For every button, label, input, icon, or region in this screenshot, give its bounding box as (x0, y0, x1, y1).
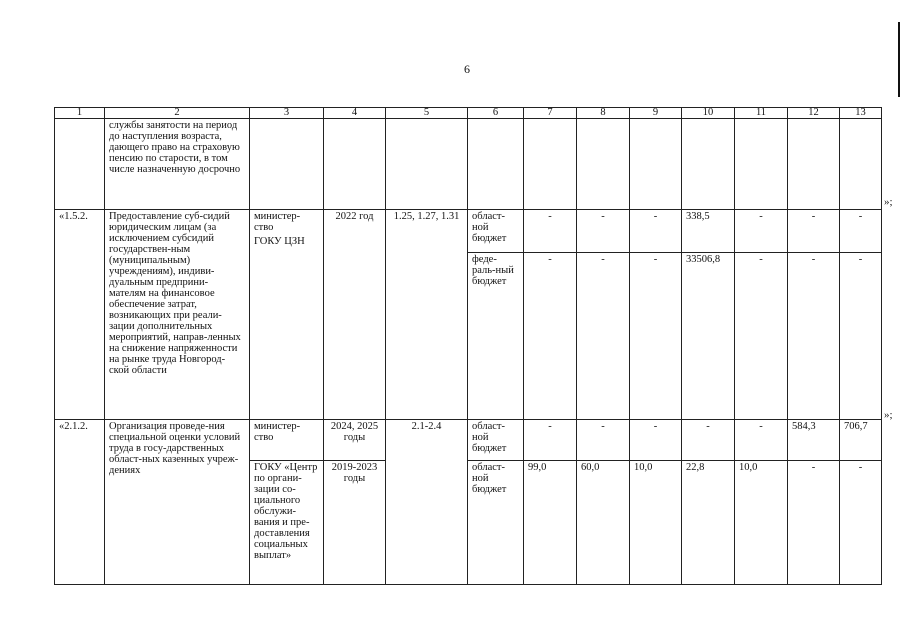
term-cell: 2022 год (324, 210, 386, 420)
value-cell: 10,0 (630, 461, 682, 585)
table-cell (250, 119, 324, 210)
header-cell: 4 (324, 108, 386, 119)
table-row (55, 420, 882, 461)
header-cell: 10 (682, 108, 735, 119)
table-cell (840, 119, 882, 210)
value-cell: - (788, 210, 840, 253)
value-cell: - (577, 420, 630, 461)
header-cell: 8 (577, 108, 630, 119)
executor-cell: ГОКУ «Центр по органи-зации со-циального обслужи-вания и пре-доставления социальных выплат» (250, 461, 324, 585)
header-row (55, 108, 882, 119)
executor-text: ГОКУ ЦЗН (254, 236, 305, 247)
value-cell: - (682, 420, 735, 461)
header-cell: 5 (386, 108, 468, 119)
closing-quote-mark: »; (884, 196, 893, 208)
header-cell: 12 (788, 108, 840, 119)
value-cell: - (630, 253, 682, 420)
source-cell: област-ной бюджет (468, 210, 524, 253)
value-cell: - (735, 420, 788, 461)
value-cell: 706,7 (840, 420, 882, 461)
executor-text: министер-ство (254, 211, 301, 233)
value-cell: 99,0 (524, 461, 577, 585)
program-table (54, 107, 882, 585)
header-cell: 13 (840, 108, 882, 119)
value-cell: - (840, 210, 882, 253)
source-cell: феде-раль-ный бюджет (468, 253, 524, 420)
table-cell (324, 119, 386, 210)
value-cell: - (577, 253, 630, 420)
row-description: службы занятости на период до наступления возраста, дающего право на страховую пенсию по старости, в том числе назначенную досрочно (105, 119, 250, 210)
header-cell: 7 (524, 108, 577, 119)
value-cell: - (735, 210, 788, 253)
value-cell: - (735, 253, 788, 420)
executor-cell (250, 210, 324, 420)
table-cell (735, 119, 788, 210)
header-cell: 2 (105, 108, 250, 119)
value-cell: 584,3 (788, 420, 840, 461)
header-cell: 9 (630, 108, 682, 119)
source-cell: област-ной бюджет (468, 461, 524, 585)
header-cell: 3 (250, 108, 324, 119)
row-description: Предоставление суб-сидий юридическим лицам (за исключением субсидий государствен-ным (муниципальным) учреждениям), индиви-дуальным предприни-мателям на финансовое обеспечение затрат, возникающих при реали-зации дополнительных мероприятий, направ-ленных на снижение напряженности на рынке труда Новгород-ской области (105, 210, 250, 420)
table-row (55, 119, 882, 210)
executor-cell: министер-ство (250, 420, 324, 461)
row-code: «2.1.2. (55, 420, 105, 585)
header-cell: 11 (735, 108, 788, 119)
page-number: 6 (464, 62, 470, 76)
table-cell (524, 119, 577, 210)
value-cell: - (788, 461, 840, 585)
term-cell: 2019-2023 годы (324, 461, 386, 585)
value-cell: 22,8 (682, 461, 735, 585)
table-cell (630, 119, 682, 210)
header-cell: 1 (55, 108, 105, 119)
closing-quote-mark: »; (884, 409, 893, 421)
table-cell (682, 119, 735, 210)
row-code: «1.5.2. (55, 210, 105, 420)
value-cell: 338,5 (682, 210, 735, 253)
targets-cell: 2.1-2.4 (386, 420, 468, 585)
targets-cell: 1.25, 1.27, 1.31 (386, 210, 468, 420)
header-cell: 6 (468, 108, 524, 119)
value-cell: - (630, 420, 682, 461)
value-cell: - (577, 210, 630, 253)
row-description: Организация проведе-ния специальной оценки условий труда в госу-дарственных област-ных казенных учреж-дениях (105, 420, 250, 585)
margin-rule (898, 22, 900, 97)
value-cell: 10,0 (735, 461, 788, 585)
value-cell: - (524, 253, 577, 420)
table-cell (788, 119, 840, 210)
table-cell (386, 119, 468, 210)
term-cell: 2024, 2025 годы (324, 420, 386, 461)
value-cell: - (788, 253, 840, 420)
value-cell: 60,0 (577, 461, 630, 585)
table-cell (468, 119, 524, 210)
source-cell: област-ной бюджет (468, 420, 524, 461)
value-cell: - (524, 210, 577, 253)
value-cell: - (524, 420, 577, 461)
table-cell (55, 119, 105, 210)
value-cell: - (630, 210, 682, 253)
table-row (55, 210, 882, 253)
value-cell: - (840, 253, 882, 420)
table-cell (577, 119, 630, 210)
value-cell: 33506,8 (682, 253, 735, 420)
value-cell: - (840, 461, 882, 585)
